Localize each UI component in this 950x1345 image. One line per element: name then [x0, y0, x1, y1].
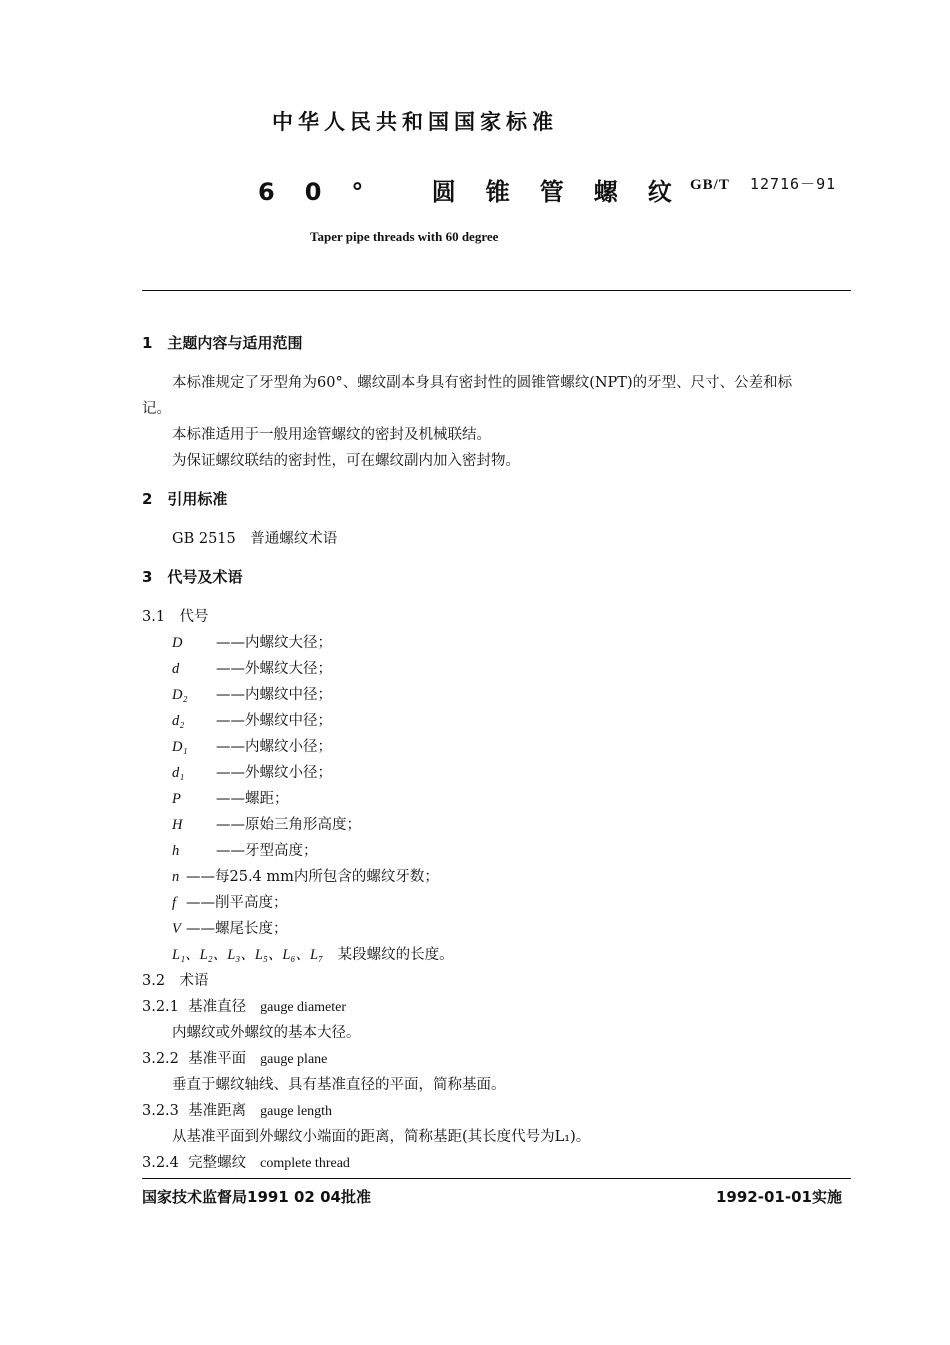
org-title: 中华人民共和国国家标准 [272, 110, 558, 134]
term-definition: 内螺纹或外螺纹的基本大径。 [172, 1025, 361, 1041]
symbol-row: L₁、L₂、L₃、L₅、L₆、L₇ 某段螺纹的长度。 [172, 947, 454, 963]
header-rule [142, 290, 851, 291]
term-heading: 3.2.1 基准直径 gauge diameter [142, 999, 347, 1015]
section-1-heading: 1 主题内容与适用范围 [142, 334, 303, 352]
footer-rule [142, 1178, 851, 1179]
section-3-2-heading: 3.2 术语 [142, 973, 209, 989]
section-3-1-heading: 3.1 代号 [142, 609, 209, 625]
symbol-row: d₁ ——外螺纹小径； [172, 765, 332, 781]
effective-date: 1992-01-01实施 [716, 1188, 842, 1206]
term-heading: 3.2.3 基准距离 gauge length [142, 1103, 333, 1119]
term-heading: 3.2.4 完整螺纹 complete thread [142, 1155, 350, 1171]
section-1-para3: 为保证螺纹联结的密封性，可在螺纹副内加入密封物。 [172, 453, 520, 469]
english-subtitle: Taper pipe threads with 60 degree [310, 229, 499, 244]
symbol-row: h ——牙型高度； [172, 843, 318, 859]
section-1-para1-line1: 本标准规定了牙型角为60°、螺纹副本身具有密封性的圆锥管螺纹(NPT)的牙型、尺寸、公差和标 [172, 375, 793, 391]
section-2-reference: GB 2515 普通螺纹术语 [172, 531, 338, 547]
symbol-row: D₁ ——内螺纹小径； [172, 739, 332, 755]
symbol-row: P ——螺距； [172, 791, 289, 807]
term-definition: 从基准平面到外螺纹小端面的距离，简称基距(其长度代号为L₁)。 [172, 1129, 591, 1145]
term-heading: 3.2.2 基准平面 gauge plane [142, 1051, 328, 1067]
standard-code: 12716－91 [749, 175, 837, 193]
symbol-row: V ——螺尾长度； [172, 921, 288, 937]
symbol-row: H ——原始三角形高度； [172, 817, 361, 833]
standard-prefix: GB/T [690, 177, 730, 193]
symbol-row: D₂ ——内螺纹中径； [172, 687, 332, 703]
symbol-row: f ——削平高度； [172, 895, 288, 911]
section-3-heading: 3 代号及术语 [142, 568, 243, 586]
section-1-para1-line2: 记。 [142, 401, 171, 417]
symbol-row: d₂ ——外螺纹中径； [172, 713, 332, 729]
section-1-para2: 本标准适用于一般用途管螺纹的密封及机械联结。 [172, 427, 491, 443]
symbol-row: d ——外螺纹大径； [172, 661, 332, 677]
page-title: 60° 圆锥管螺纹 [258, 178, 702, 206]
symbol-row: D ——内螺纹大径； [172, 635, 332, 651]
term-definition: 垂直于螺纹轴线、具有基准直径的平面，简称基面。 [172, 1077, 506, 1093]
section-2-heading: 2 引用标准 [142, 490, 228, 508]
approval-date: 国家技术监督局1991 02 04批准 [142, 1188, 371, 1206]
standard-number [690, 173, 836, 194]
symbol-row: n ——每25.4 mm内所包含的螺纹牙数； [172, 869, 439, 885]
